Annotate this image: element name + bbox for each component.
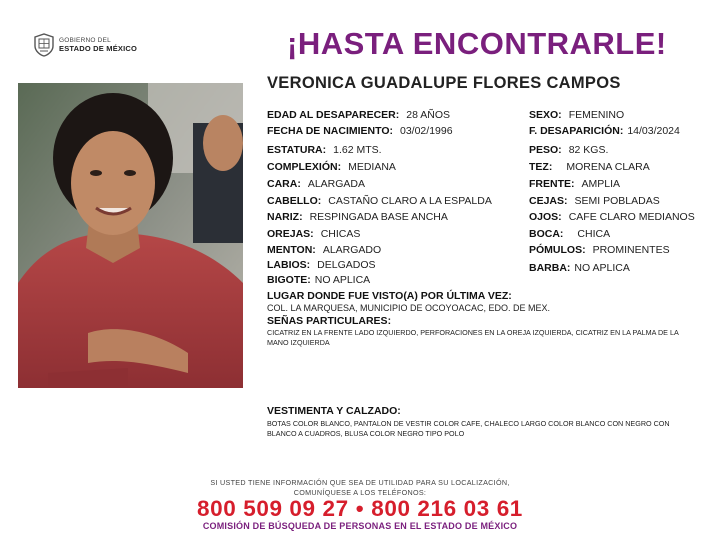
field-label: BARBA: <box>529 262 571 274</box>
field-label: BIGOTE: <box>267 274 311 286</box>
field-cabello <box>267 195 492 208</box>
field-tez <box>529 161 650 174</box>
person-name: VERONICA GUADALUPE FLORES CAMPOS <box>267 74 621 92</box>
field-label: EDAD AL DESAPARECER: <box>267 109 400 121</box>
field-label: FECHA DE NACIMIENTO: <box>267 125 393 137</box>
phone-2[interactable]: 800 216 03 61 <box>371 496 523 521</box>
field-frente <box>529 178 620 191</box>
field-value: MEDIANA <box>348 161 396 173</box>
field-bigote <box>267 274 370 287</box>
phone-numbers <box>0 496 720 522</box>
field-label: ESTATURA: <box>267 144 327 156</box>
field-value: 03/02/1996 <box>400 125 453 137</box>
logo-line2: ESTADO DE MÉXICO <box>59 44 138 53</box>
field-label: F. DESAPARICIÓN: <box>529 125 624 137</box>
field-label: MENTON: <box>267 244 316 256</box>
field-value: NO APLICA <box>314 274 371 286</box>
field-value: AMPLIA <box>581 178 621 190</box>
field-label: CEJAS: <box>529 195 568 207</box>
field-label: COMPLEXIÓN: <box>267 161 342 173</box>
field-value: SEMI POBLADAS <box>574 195 660 207</box>
field-ojos <box>529 211 695 224</box>
field-value: CAFE CLARO MEDIANOS <box>568 211 695 223</box>
field-value: PROMINENTES <box>592 244 670 256</box>
field-value: CASTAÑO CLARO A LA ESPALDA <box>328 195 492 207</box>
missing-person-photo <box>18 83 243 388</box>
headline: ¡HASTA ENCONTRARLE! <box>287 26 667 61</box>
field-edad <box>267 109 450 122</box>
field-label: LABIOS: <box>267 259 311 271</box>
field-value: CHICA <box>577 228 611 240</box>
field-value: ALARGADA <box>307 178 366 190</box>
clothing-value: BOTAS COLOR BLANCO, PANTALON DE VESTIR COLOR CAFE, CHALECO LARGO COLOR BLANCO CON NEGRO CON BLANCO A CUADROS, BLUSA COLOR NEGRO TIPO POLO <box>267 419 670 438</box>
field-value: MORENA CLARA <box>566 161 650 173</box>
field-value: 14/03/2024 <box>627 125 680 137</box>
field-value: CHICAS <box>320 228 361 240</box>
field-label: PESO: <box>529 144 562 156</box>
field-value: ALARGADO <box>322 244 382 256</box>
field-peso <box>529 144 608 157</box>
field-value: FEMENINO <box>568 109 625 121</box>
field-label: OREJAS: <box>267 228 314 240</box>
contact-info-line1: SI USTED TIENE INFORMACIÓN QUE SEA DE UTILIDAD PARA SU LOCALIZACIÓN, <box>210 478 510 487</box>
state-seal-icon <box>33 33 55 57</box>
marks-value: CICATRIZ EN LA FRENTE LADO IZQUIERDO, PERFORACIONES EN LA OREJA IZQUIERDA, CICATRIZ EN LA PALMA DE LA MANO IZQUIERDA <box>267 328 679 347</box>
field-value: RESPINGADA BASE ANCHA <box>309 211 448 223</box>
field-estatura <box>267 144 382 157</box>
field-label: SEXO: <box>529 109 562 121</box>
field-label: TEZ: <box>529 161 553 173</box>
field-value: 82 KGS. <box>568 144 609 156</box>
field-cara <box>267 178 365 191</box>
field-pomulos <box>529 244 670 257</box>
contact-info <box>0 478 720 497</box>
field-label: OJOS: <box>529 211 562 223</box>
government-logo <box>33 31 153 59</box>
field-sexo <box>529 109 624 122</box>
field-label: CARA: <box>267 178 301 190</box>
contact-info-line2: COMUNÍQUESE A LOS TELÉFONOS: <box>293 487 427 497</box>
field-value: 1.62 MTS. <box>333 144 382 156</box>
field-fecha-desaparicion <box>529 125 680 138</box>
field-value: NO APLICA <box>574 262 630 274</box>
field-complexion <box>267 161 396 174</box>
field-barba <box>529 262 630 275</box>
field-orejas <box>267 228 360 241</box>
field-label: BOCA: <box>529 228 564 240</box>
field-cejas <box>529 195 660 208</box>
clothing-label: VESTIMENTA Y CALZADO: <box>267 405 401 417</box>
field-labios <box>267 259 376 272</box>
logo-line1: GOBIERNO DEL <box>59 37 111 44</box>
field-nariz <box>267 211 448 224</box>
field-label: NARIZ: <box>267 211 303 223</box>
field-boca <box>529 228 610 241</box>
phone-separator: • <box>355 496 365 521</box>
field-menton <box>267 244 381 257</box>
phone-1[interactable]: 800 509 09 27 <box>197 496 349 521</box>
field-value: DELGADOS <box>317 259 376 271</box>
agency-name: COMISIÓN DE BÚSQUEDA DE PERSONAS EN EL ESTADO DE MÉXICO <box>202 521 518 531</box>
field-label: CABELLO: <box>267 195 322 207</box>
last-seen-value: COL. LA MARQUESA, MUNICIPIO DE OCOYOACAC, EDO. DE MEX. <box>267 303 551 313</box>
field-label: FRENTE: <box>529 178 575 190</box>
marks-label: SEÑAS PARTICULARES: <box>267 315 392 327</box>
field-fecha-nacimiento <box>267 125 453 138</box>
field-label: PÓMULOS: <box>529 244 586 256</box>
last-seen-label: LUGAR DONDE FUE VISTO(A) POR ÚLTIMA VEZ: <box>267 290 512 302</box>
field-value: 28 AÑOS <box>406 109 451 121</box>
